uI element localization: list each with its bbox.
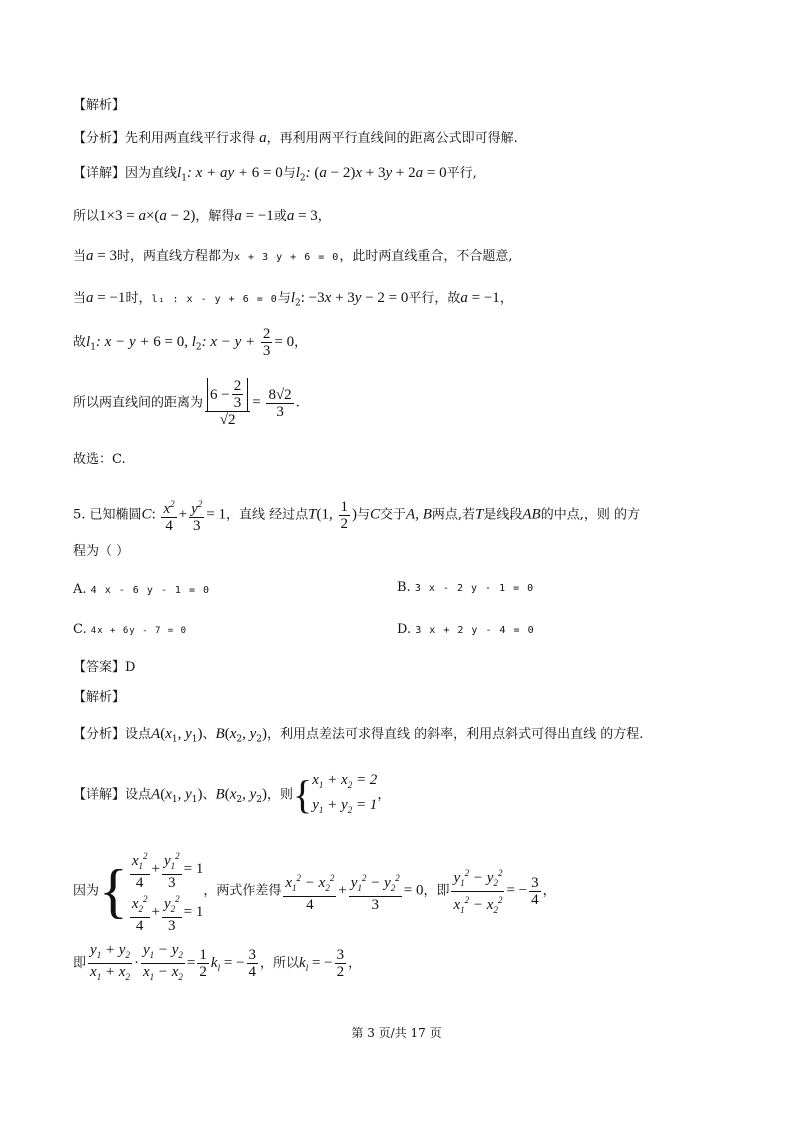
- option-a: A. 4 x - 6 y - 1 = 0: [73, 582, 211, 597]
- q4-detail-line5: 故$l_1$: x − y + 6 = 0, $l_2$: x − y + $\frac{2}{3}$ = 0，: [73, 326, 308, 359]
- q5-stem-line1: 5. 已知椭圆C: $\frac{x^2}{4}$ + $\frac{y^2}{3}$ = 1，直线 经过点T(1, $\frac{1}{2}$ )与C交于A, B两点,若T是线段AB的中点,，则 的方: [73, 496, 640, 534]
- q5-stem-line2: 程为（ ）: [73, 544, 130, 559]
- option-b: B. 3 x - 2 y - 1 = 0: [397, 580, 535, 595]
- q4-analysis: 【分析】先利用两直线平行求得 a，再利用两平行直线间的距离公式即可得解.: [73, 130, 518, 146]
- jiexi-label: 【解析】: [73, 98, 126, 113]
- q5-detail-line3: 即 $\frac{y_1 + y_2}{x_1 + x_2}$ · $\frac{y_1 - y_2}{x_1 - x_2}$ = $\frac{1}{2}$ $k_l$ = − $\frac{3}{4}$ ，所以$k_l$ = − $\frac{3}{2}$ ，: [73, 942, 362, 982]
- q5-detail-line1: 【详解】设点$A(x_1$, $y_1$)、$B(x_2$, $y_2$)，则{ $x_1 + x_2 = 2$ $y_1 + y_2 = 1$ ，: [73, 772, 391, 817]
- q4-answer: 故选：C.: [73, 452, 126, 467]
- option-d: D. 3 x + 2 y - 4 = 0: [397, 622, 535, 637]
- option-c: C. 4x + 6y - 7 = 0: [73, 622, 188, 637]
- q4-detail-line6: 所以两直线间的距离为 6 − $\frac{2}{3}$ √2 = $\frac{8√2}{3}$ .: [73, 378, 300, 428]
- q4-detail-line2: 所以1×3 = a×(a − 2)，解得a = −1或a = 3，: [73, 208, 331, 224]
- page-footer: 第 3 页/共 17 页: [351, 1026, 442, 1040]
- q4-detail-line3: 当a = 3时，两直线方程都为x + 3 y + 6 = 0，此时两直线重合，不合题意,: [73, 248, 513, 264]
- q5-detail-line2: 因为{ $\frac{x_1^2}{4}$ + $\frac{y_1^2}{3}$ = 1 $\frac{x_2^2}{4}$ + $\frac{y_2^2}{3}$ = 1 ，两式作差得 $\frac{x_1^2 - x_2^2}{4}$ + $\frac{y_1^2 - y_2^2}{3}$ = 0，即 $\frac{y_1^2 - y_2^2}{x_1^2 - x_2^2}$ = − $\frac{3}{4}$ ，: [73, 848, 556, 934]
- q4-detail-line1: 【详解】因为直线$l_1$: x + ay + 6 = 0与$l_2$: (a − 2)x + 3y + 2a = 0平行,: [73, 165, 477, 184]
- q5-answer: 【答案】D: [73, 660, 136, 675]
- q5-analysis: 【分析】设点$A(x_1$, $y_1$)、$B(x_2$, $y_2$)，利用点差法可求得直线 的斜率，利用点斜式可得出直线 的方程.: [73, 726, 644, 745]
- q5-jiexi-label: 【解析】: [73, 690, 126, 705]
- q4-detail-line4: 当a = −1时，l₁ : x - y + 6 = 0与$l_2$: −3x + 3y − 2 = 0平行，故a = −1，: [73, 290, 513, 309]
